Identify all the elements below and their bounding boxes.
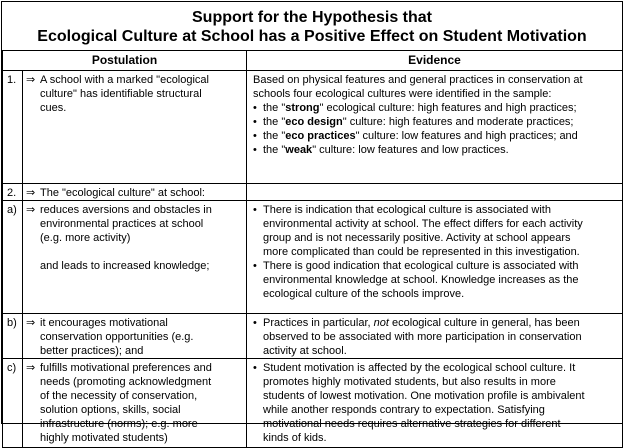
row-number: 1. — [3, 71, 23, 184]
table-title — [2, 2, 622, 49]
postulation-cell: ⇒ reduces aversions and obstacles in environmental practices at school (e.g. more activity) and leads to increased knowledge; — [23, 201, 247, 314]
evidence-cell — [247, 314, 623, 359]
table-row — [3, 201, 623, 314]
arrow-icon: ⇒ — [26, 204, 36, 216]
header-row — [3, 51, 623, 71]
postulation-header: Postulation — [3, 51, 247, 71]
postulation-cell: ⇒ A school with a marked "ecological culture" has identifiable structural cues. — [23, 71, 247, 184]
evidence-header: Evidence — [247, 51, 623, 71]
evidence-cell — [247, 184, 623, 201]
list-item: • the "weak" culture: low features and low practices. — [253, 143, 618, 157]
row-number: 2. — [3, 184, 23, 201]
culture-list — [253, 101, 618, 157]
table-row — [3, 71, 623, 184]
title-line-1: Support for the Hypothesis that — [192, 9, 432, 26]
table-row — [3, 184, 623, 201]
arrow-icon: ⇒ — [26, 187, 36, 199]
table-row — [3, 314, 623, 359]
postulation-cell: ⇒ it encourages motivational conservation opportunities (e.g. better practices); and — [23, 314, 247, 359]
arrow-icon: ⇒ — [26, 317, 36, 329]
evidence-cell — [247, 359, 623, 448]
evidence-cell — [247, 201, 623, 314]
arrow-icon: ⇒ — [26, 74, 36, 86]
postulation-cell: ⇒ The "ecological culture" at school: — [23, 184, 247, 201]
list-item: • Student motivation is affected by the ecological school culture. It promotes highly motivated students, but also results in more students of lowest motivation. One motivation profile is ambivalent while another responds contrary to expectation. Satisfying motivational needs requires alternative strategies for different kinds of kids. — [253, 361, 618, 445]
hypothesis-table-frame — [1, 1, 623, 444]
list-item: • the "strong" ecological culture: high features and high practices; — [253, 101, 618, 115]
list-item: • There is indication that ecological culture is associated with environmental activity at school. The effect differs for each activity group and is not necessarily positive. Activity at school appears more complicated than could be represented in this investigation. — [253, 203, 618, 259]
list-item: • There is good indication that ecological culture is associated with environmental knowledge at school. Knowledge increases as the ecological culture of the schools improve. — [253, 259, 618, 301]
row-number: c) — [3, 359, 23, 448]
row-number: a) — [3, 201, 23, 314]
list-item: • the "eco design" culture: high features and moderate practices; — [253, 115, 618, 129]
title-line-2: Ecological Culture at School has a Positive Effect on Student Motivation — [37, 28, 587, 45]
evidence-cell: Based on physical features and general practices in conservation at schools four ecological cultures were identified in the sample: • the "strong" ecological culture: high features and high practices; • the "eco design" culture: high features and moderate practices; • the "eco practices" culture: low features and high practices; and • the "weak" culture: low features and low practices. — [247, 71, 623, 184]
table-row — [3, 359, 623, 448]
hypothesis-table — [2, 50, 623, 448]
arrow-icon: ⇒ — [26, 362, 36, 374]
row-number: b) — [3, 314, 23, 359]
list-item: • the "eco practices" culture: low features and high practices; and — [253, 129, 618, 143]
postulation-cell: ⇒ fulfills motivational preferences and needs (promoting acknowledgment of the necessity of conservation, solution options, skills, social infrastructure (norms); e.g. more highly motivated students) — [23, 359, 247, 448]
list-item: • Practices in particular, not ecological culture in general, has been observed to be associated with more participation in conservation activity at school. — [253, 316, 618, 358]
